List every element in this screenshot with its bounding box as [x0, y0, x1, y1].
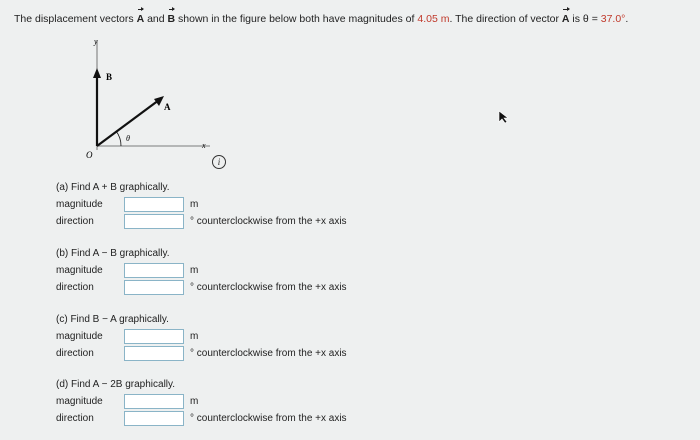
part-d-direction-label: direction — [56, 413, 94, 424]
vector-b-symbol: B — [167, 13, 176, 25]
part-c-direction-input[interactable] — [124, 346, 184, 361]
part-b-magnitude-label: magnitude — [56, 265, 103, 276]
theta-arc — [116, 131, 121, 146]
part-c-magnitude-row — [56, 328, 396, 345]
part-c-direction-label: direction — [56, 348, 94, 359]
part-a-magnitude-unit: m — [190, 199, 199, 210]
theta-label: θ — [126, 134, 130, 143]
part-a-magnitude-row — [56, 196, 396, 213]
origin-label: O — [86, 150, 93, 160]
part-c-title: (c) Find B − A graphically. — [56, 314, 169, 325]
part-d-direction-suffix: ° counterclockwise from the +x axis — [190, 413, 347, 424]
part-d-magnitude-row — [56, 393, 396, 410]
part-a-direction-label: direction — [56, 216, 94, 227]
part-a-magnitude-label: magnitude — [56, 199, 103, 210]
part-a — [56, 180, 396, 230]
part-d-magnitude-unit: m — [190, 396, 199, 407]
part-a-direction-row — [56, 213, 396, 230]
part-c-direction-row — [56, 345, 396, 362]
part-d-magnitude-input[interactable] — [124, 394, 184, 409]
part-c-direction-suffix: ° counterclockwise from the +x axis — [190, 348, 347, 359]
problem-text-3: shown in the figure below both have magnitudes of — [175, 13, 418, 25]
part-c-magnitude-input[interactable] — [124, 329, 184, 344]
problem-statement — [14, 12, 686, 26]
part-b — [56, 246, 396, 296]
part-a-direction-input[interactable] — [124, 214, 184, 229]
x-axis-label: x — [202, 141, 206, 150]
part-c — [56, 312, 396, 362]
part-b-title: (b) Find A − B graphically. — [56, 248, 170, 259]
part-d-magnitude-label: magnitude — [56, 396, 103, 407]
part-d-direction-row — [56, 410, 396, 427]
problem-text-2: and — [144, 13, 168, 25]
vector-figure — [70, 30, 240, 170]
part-a-magnitude-input[interactable] — [124, 197, 184, 212]
vector-a-label: A — [164, 102, 171, 112]
part-a-title: (a) Find A + B graphically. — [56, 182, 170, 193]
problem-text-1: The displacement vectors — [14, 13, 137, 25]
part-b-magnitude-input[interactable] — [124, 263, 184, 278]
part-b-direction-row — [56, 279, 396, 296]
problem-text-6: . — [625, 13, 629, 25]
part-d-direction-input[interactable] — [124, 411, 184, 426]
y-axis-label: y — [94, 37, 98, 46]
vector-a-symbol-2: A — [561, 13, 570, 25]
part-b-direction-suffix: ° counterclockwise from the +x axis — [190, 282, 347, 293]
part-b-direction-label: direction — [56, 282, 94, 293]
vector-a-arrowhead — [154, 96, 164, 106]
problem-text-4: . The direction of vector — [449, 13, 562, 25]
vector-a-symbol: A — [136, 13, 145, 25]
angle-value: 37.0° — [600, 13, 626, 25]
part-d — [56, 377, 396, 427]
vector-b-arrowhead — [93, 68, 101, 78]
part-b-magnitude-row — [56, 262, 396, 279]
part-d-title: (d) Find A − 2B graphically. — [56, 379, 176, 390]
magnitude-value: 4.05 m — [417, 13, 450, 25]
part-c-magnitude-unit: m — [190, 331, 199, 342]
info-icon[interactable]: i — [212, 155, 226, 169]
problem-text-5: is θ = — [569, 13, 601, 25]
mouse-cursor-icon — [498, 110, 510, 124]
vector-b-label: B — [106, 72, 113, 82]
part-c-magnitude-label: magnitude — [56, 331, 103, 342]
part-a-direction-suffix: ° counterclockwise from the +x axis — [190, 216, 347, 227]
part-b-magnitude-unit: m — [190, 265, 199, 276]
part-b-direction-input[interactable] — [124, 280, 184, 295]
